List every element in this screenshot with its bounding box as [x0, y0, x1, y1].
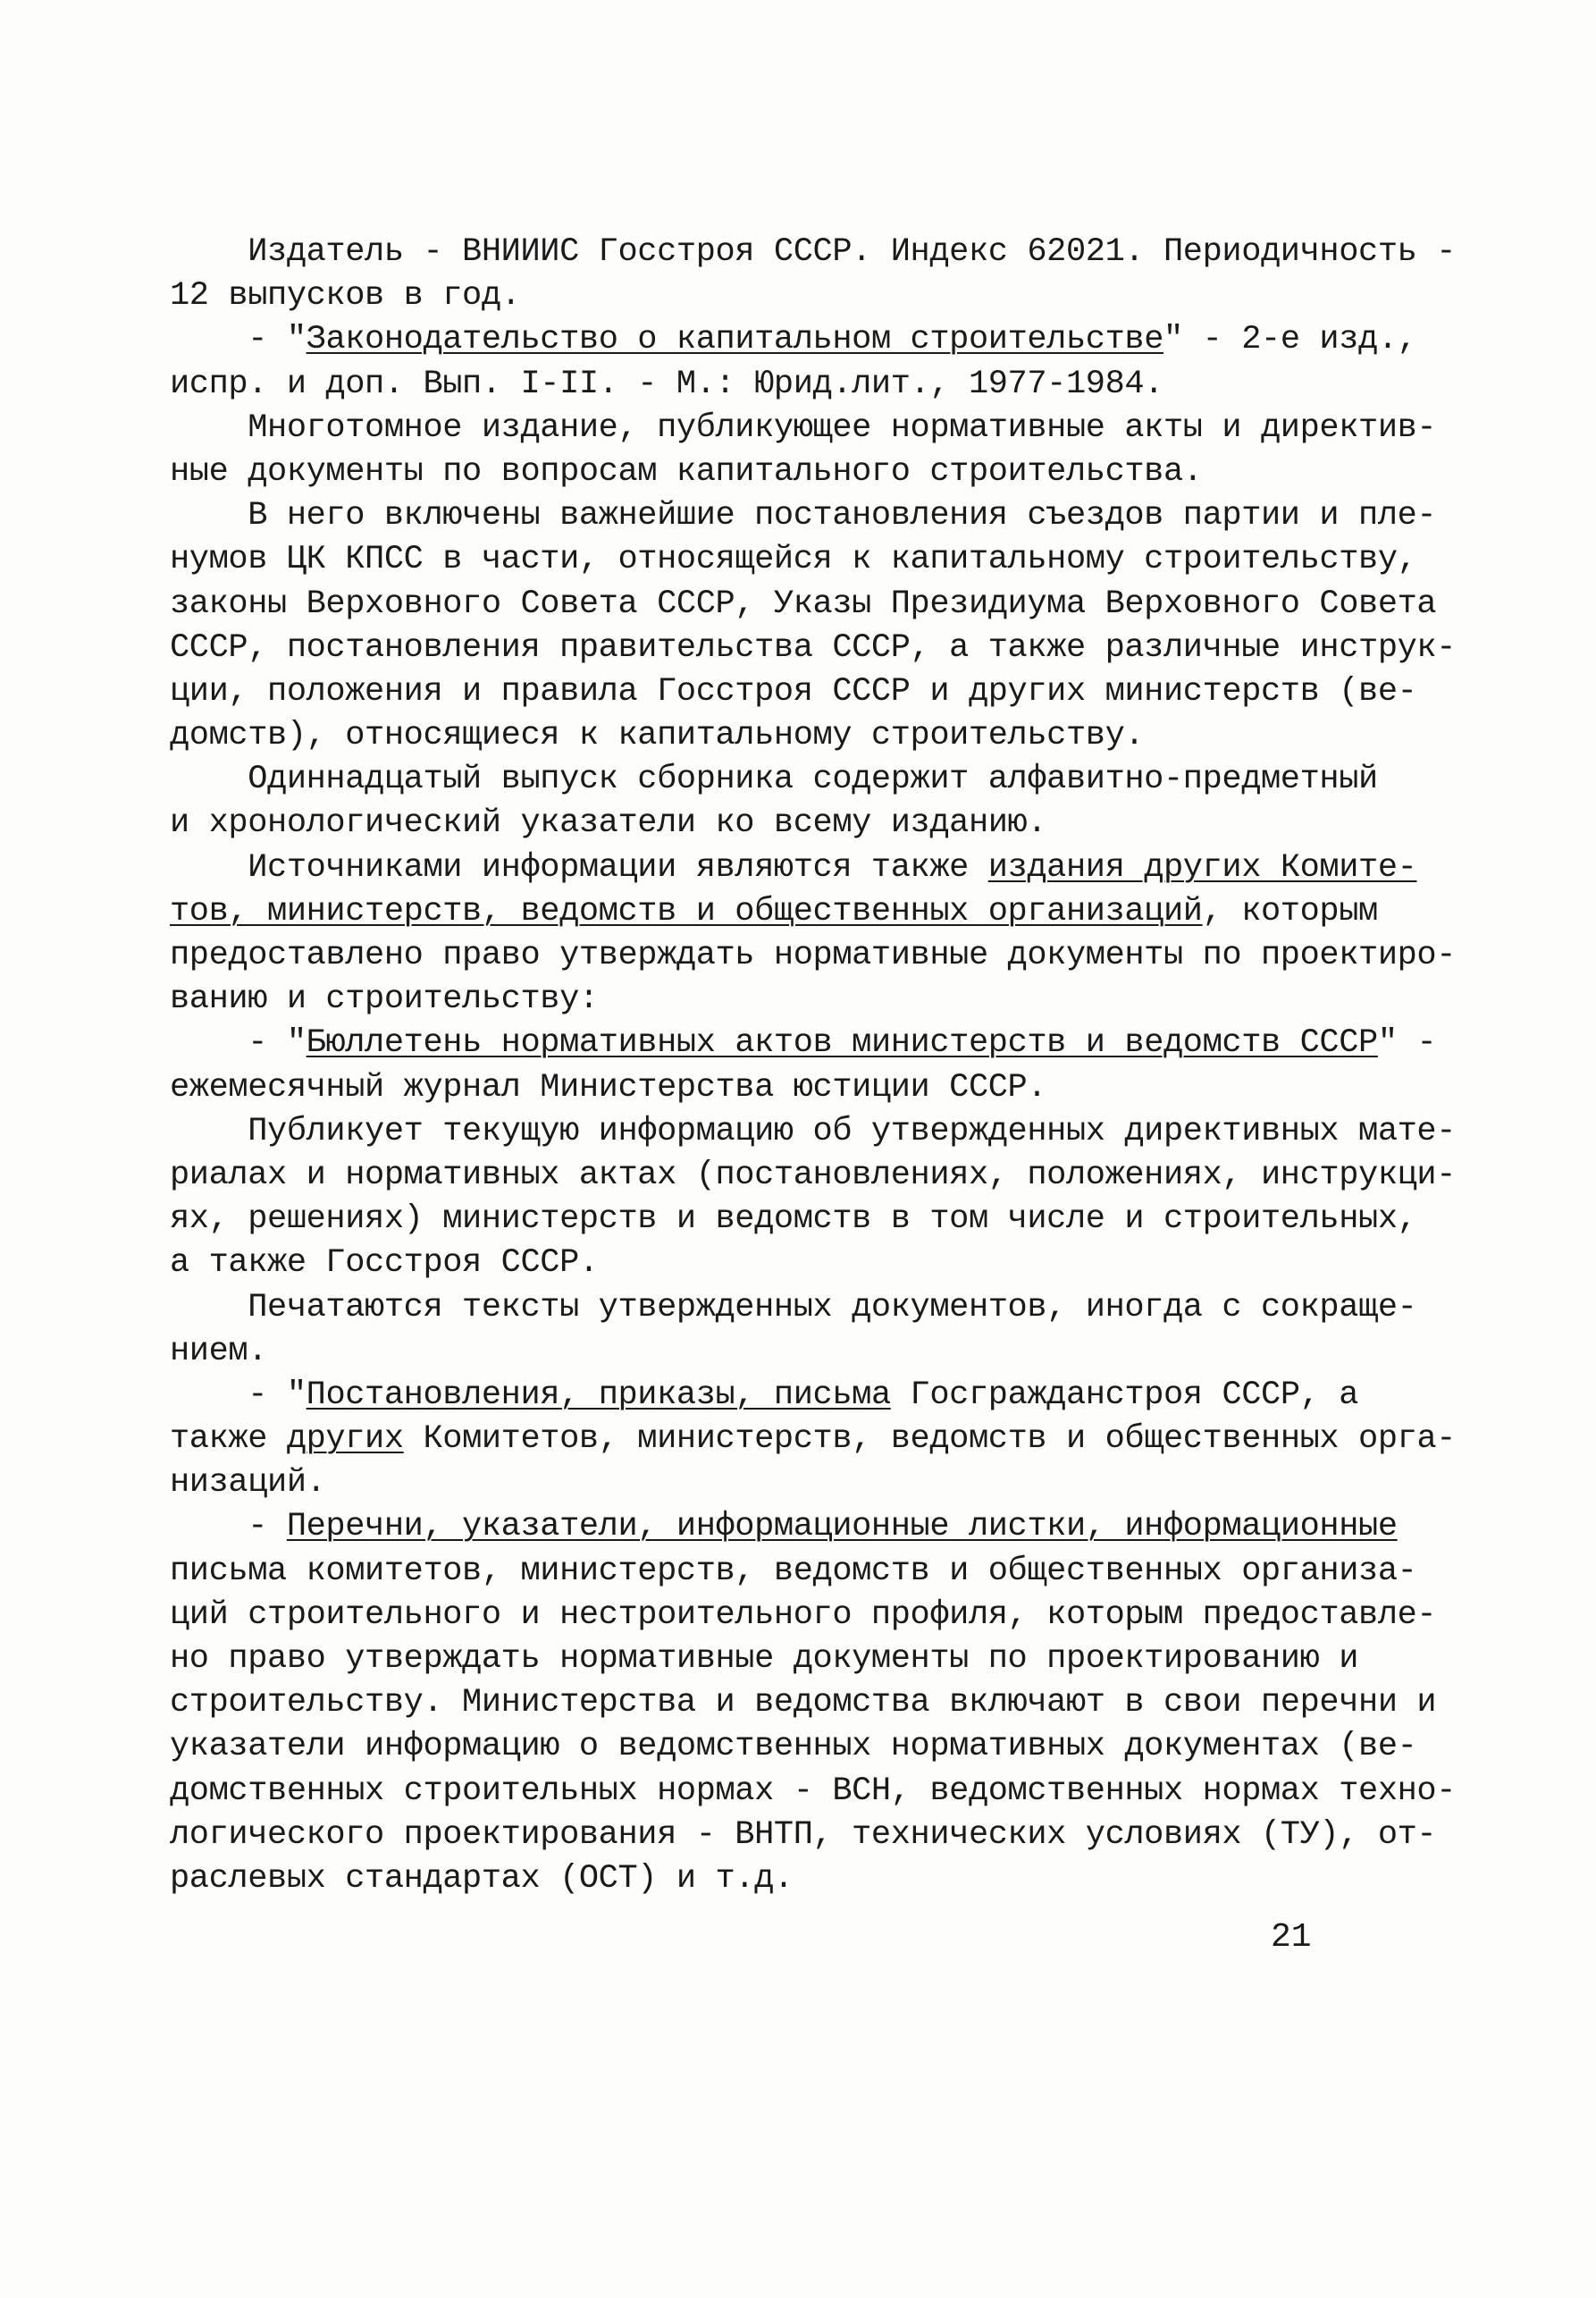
text-segment: нием.	[170, 1332, 268, 1370]
text-line	[170, 1110, 1457, 1154]
text-line	[170, 1637, 1359, 1681]
text-segment: " -	[1377, 1024, 1437, 1063]
text-segment: 12 выпусков в год.	[170, 277, 521, 316]
underlined-text: Законодательство о капитальном строительстве	[306, 321, 1163, 359]
text-segment: ные документы по вопросам капитального строительства.	[170, 452, 1203, 491]
body-text	[170, 231, 1457, 1901]
text-line	[170, 802, 1331, 846]
text-segment: законы Верховного Совета СССР, Указы Президиума Верховного Совета	[170, 585, 1437, 623]
text-line	[170, 1681, 1437, 1725]
text-segment: Госгражданстроя СССР, а	[890, 1376, 1359, 1414]
text-line	[170, 450, 1331, 494]
text-line	[170, 494, 1437, 538]
text-segment: Публикует текущую информацию об утвержденных директивных мате-	[170, 1112, 1457, 1150]
underlined-text: Перечни, указатели, информационные листки, информационные	[286, 1508, 1398, 1546]
text-segment: указатели информацию о ведомственных нормативных документах (ве-	[170, 1728, 1417, 1766]
text-line	[170, 978, 1331, 1022]
text-segment: " - 2-е изд.,	[1163, 321, 1417, 359]
text-segment: -	[170, 1508, 287, 1546]
text-segment: В него включены важнейшие постановления съездов партии и пле-	[170, 497, 1437, 535]
text-line	[170, 1857, 1331, 1901]
text-line	[170, 1418, 1457, 1461]
text-segment: Издатель - ВНИИИС Госстроя СССР. Индекс 62021. Периодичность -	[170, 233, 1457, 271]
text-segment: - "	[170, 1024, 307, 1063]
text-line	[170, 1505, 1398, 1549]
text-segment: домств), относящиеся к капитальному строительству.	[170, 717, 1145, 755]
text-line	[170, 846, 1417, 890]
text-line	[170, 583, 1437, 627]
text-segment: низаций.	[170, 1464, 326, 1503]
text-segment: нумов ЦК КПСС в части, относящейся к капитальному строительству,	[170, 541, 1417, 579]
text-line	[170, 1461, 1331, 1505]
text-segment: ций строительного и нестроительного профиля, которым предоставле-	[170, 1595, 1437, 1634]
underlined-text: издания других Комите-	[987, 848, 1417, 887]
page-number: 21	[1271, 1918, 1312, 1957]
text-segment: а также Госстроя СССР.	[170, 1244, 599, 1283]
text-segment: ежемесячный журнал Министерства юстиции СССР.	[170, 1068, 1047, 1107]
text-segment: Одиннадцатый выпуск сборника содержит алфавитно-предметный	[170, 761, 1378, 799]
underlined-text: Постановления, приказы, письма	[306, 1376, 891, 1414]
text-segment: Многотомное издание, публикующее нормативные акты и директив-	[170, 408, 1437, 447]
text-line	[170, 1022, 1437, 1065]
text-line	[170, 1550, 1417, 1594]
text-segment: ях, решениях) министерств и ведомств в том числе и строительных,	[170, 1200, 1417, 1239]
text-segment: ванию и строительству:	[170, 981, 599, 1019]
text-line	[170, 714, 1331, 758]
text-segment: - "	[170, 1376, 307, 1414]
text-line	[170, 934, 1457, 978]
text-line	[170, 890, 1378, 934]
text-line	[170, 670, 1417, 714]
text-line	[170, 1198, 1417, 1242]
text-segment: также	[170, 1420, 287, 1459]
text-segment: предоставлено право утверждать нормативные документы по проектиро-	[170, 937, 1457, 974]
text-segment: домственных строительных нормах - ВСН, ведомственных нормах техно-	[170, 1772, 1457, 1810]
text-line	[170, 1374, 1359, 1418]
text-line	[170, 1330, 1331, 1374]
text-line	[170, 407, 1437, 450]
text-segment: и хронологический указатели ко всему изданию.	[170, 804, 1047, 843]
text-line	[170, 1286, 1417, 1330]
text-segment: , которым	[1202, 892, 1378, 930]
text-line	[170, 1814, 1437, 1857]
text-line	[170, 1154, 1457, 1198]
text-segment: логического проектирования - ВНТП, технических условиях (ТУ), от-	[170, 1815, 1437, 1854]
text-line	[170, 758, 1378, 802]
text-line	[170, 318, 1417, 362]
underlined-text: тов, министерств, ведомств и общественных организаций	[170, 892, 1203, 930]
text-segment: риалах и нормативных актах (постановлениях, положениях, инструкци-	[170, 1156, 1457, 1194]
text-segment: письма комитетов, министерств, ведомств и общественных организа-	[170, 1552, 1417, 1590]
text-segment: СССР, постановления правительства СССР, а также различные инструк-	[170, 628, 1457, 667]
text-segment: - "	[170, 321, 307, 359]
text-line	[170, 363, 1331, 407]
text-line	[170, 1066, 1331, 1110]
text-segment: Источниками информации являются также	[170, 848, 988, 887]
text-line	[170, 1594, 1437, 1637]
text-line	[170, 627, 1457, 670]
text-line	[170, 274, 1331, 318]
text-segment: Печатаются тексты утвержденных документов, иногда с сокраще-	[170, 1288, 1417, 1326]
text-line	[170, 1725, 1417, 1769]
text-line	[170, 538, 1417, 582]
text-segment: Комитетов, министерств, ведомств и общественных орга-	[403, 1420, 1457, 1459]
text-segment: раслевых стандартах (ОСТ) и т.д.	[170, 1859, 794, 1898]
text-segment: испр. и доп. Вып. I-II. - М.: Юрид.лит., 1977-1984.	[170, 365, 1163, 403]
text-line	[170, 231, 1457, 274]
text-segment: но право утверждать нормативные документы по проектированию и	[170, 1640, 1359, 1678]
underlined-text: других	[286, 1420, 404, 1459]
text-segment: ции, положения и правила Госстроя СССР и других министерств (ве-	[170, 672, 1417, 711]
text-line	[170, 1242, 1331, 1285]
text-line	[170, 1770, 1457, 1814]
text-segment: строительству. Министерства и ведомства включают в свои перечни и	[170, 1684, 1437, 1722]
underlined-text: Бюллетень нормативных актов министерств и ведомств СССР	[306, 1024, 1378, 1063]
